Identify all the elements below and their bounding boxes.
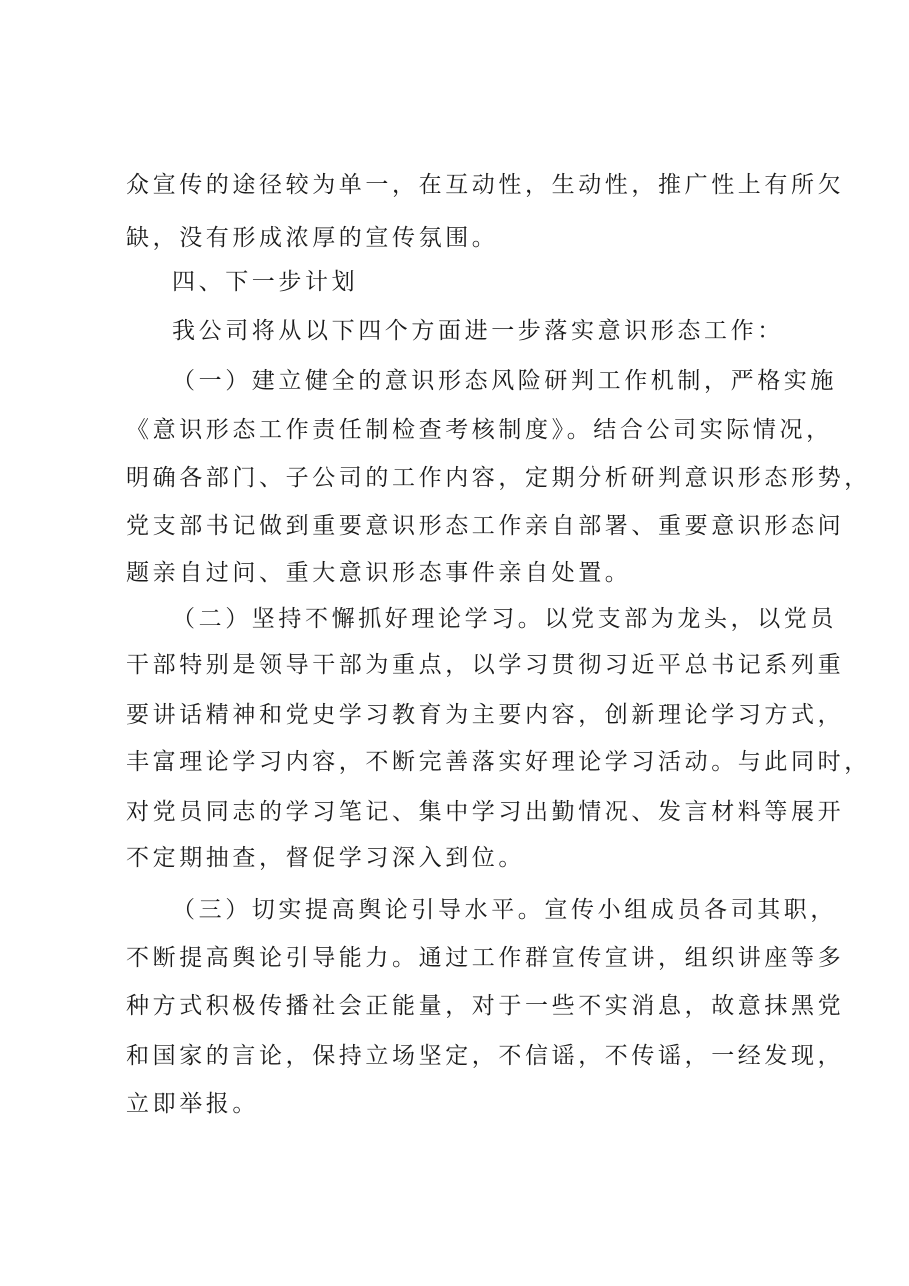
text-line: 党支部书记做到重要意识形态工作亲自部署、重要意识形态问 (126, 513, 845, 539)
text-line: 丰富理论学习内容，不断完善落实好理论学习活动。与此同时， (126, 749, 871, 775)
text-line: 立即举报。 (126, 1091, 259, 1117)
text-line: 明确各部门、子公司的工作内容，定期分析研判意识形态形势， (126, 465, 871, 491)
text-line: 缺，没有形成浓厚的宣传氛围。 (126, 225, 499, 251)
section-heading: 四、下一步计划 (172, 269, 359, 295)
text-line: 不定期抽查，督促学习深入到位。 (126, 845, 525, 871)
text-line: （三）切实提高舆论引导水平。宣传小组成员各司其职， (172, 897, 837, 923)
text-line: （二）坚持不懈抓好理论学习。以党支部为龙头，以党员 (172, 606, 837, 632)
text-line: 不断提高舆论引导能力。通过工作群宣传宣讲，组织讲座等多 (126, 945, 845, 971)
text-line: 我公司将从以下四个方面进一步落实意识形态工作： (172, 318, 784, 344)
text-line: 对党员同志的学习笔记、集中学习出勤情况、发言材料等展开 (126, 799, 845, 825)
text-line: 种方式积极传播社会正能量，对于一些不实消息，故意抹黑党 (126, 993, 845, 1019)
text-line: 题亲自过问、重大意识形态事件亲自处置。 (126, 560, 632, 586)
text-line: 《意识形态工作责任制检查考核制度》。结合公司实际情况， (126, 417, 833, 443)
text-line: 干部特别是领导干部为重点，以学习贯彻习近平总书记系列重 (126, 652, 845, 678)
text-line: 要讲话精神和党史学习教育为主要内容，创新理论学习方式， (126, 702, 845, 728)
text-line: 众宣传的途径较为单一，在互动性，生动性，推广性上有所欠 (126, 172, 845, 198)
text-line: （一）建立健全的意识形态风险研判工作机制，严格实施 (172, 368, 837, 394)
text-line: 和国家的言论，保持立场坚定，不信谣，不传谣，一经发现， (126, 1043, 845, 1069)
